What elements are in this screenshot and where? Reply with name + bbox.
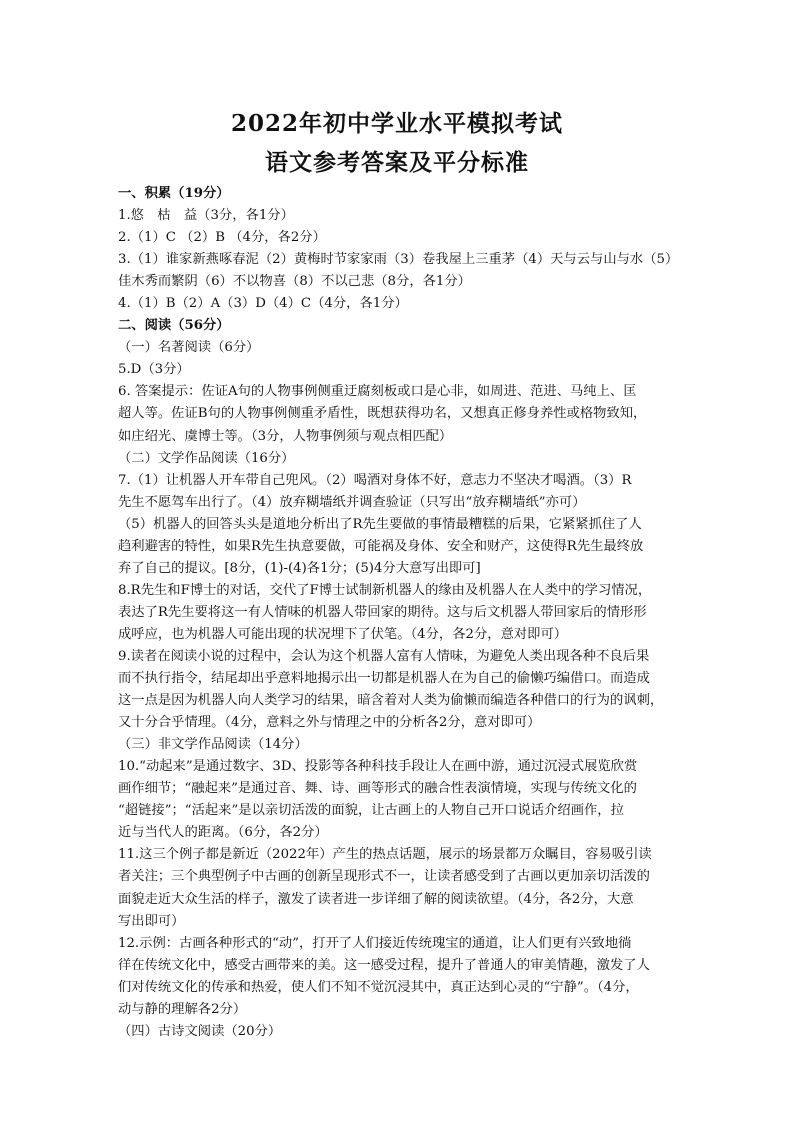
answer-line: 9.读者在阅读小说的过程中，会认为这个机器人富有人情味，为避免人类出现各种不良后果 <box>118 648 650 664</box>
answer-line: 者关注；三个典型例子中古画的创新呈现形式不一，让读者感受到了古画以更加亲切活泼的 <box>118 869 650 885</box>
answer-line: 先生不愿驾车出行了。（4）放弃糊墙纸并调查验证（只写出“放弃糊墙纸”亦可） <box>118 494 586 510</box>
answer-line: 5.D（3分） <box>118 362 190 378</box>
subsection-heading: （三）非文学作品阅读（14分） <box>118 737 308 753</box>
answer-line: 如庄绍光、虞博士等。（3分，人物事例须与观点相匹配） <box>118 428 453 444</box>
answer-line: 10.“动起来”是通过数字、3D、投影等各种科技手段让人在画中游，通过沉浸式展览欣赏 <box>118 759 638 775</box>
answer-line: 8.R先生和F博士的对话，交代了F博士试制新机器人的缘由及机器人在人类中的学习情况， <box>118 582 652 598</box>
answer-line: 3.（1）谁家新燕啄春泥（2）黄梅时节家家雨（3）卷我屋上三重茅（4）天与云与山与水（5） <box>118 252 679 268</box>
answer-line: 弃了自己的提议。[8分，(1)-(4)各1分；(5)4分大意写出即可] <box>118 560 481 576</box>
answer-line: 成呼应，也为机器人可能出现的状况埋下了伏笔。（4分，各2分，意对即可） <box>118 626 568 642</box>
answer-key-title: 语文参考答案及平分标准 <box>265 149 529 176</box>
answer-line: 4.（1）B（2）A（3）D（4）C（4分，各1分） <box>118 296 408 312</box>
answer-line: 2.（1）C （2）B （4分，各2分） <box>118 230 326 246</box>
section-heading-reading: 二、阅读（56分） <box>118 318 230 334</box>
answer-line: 趋利避害的特性，如果R先生执意要做，可能祸及身体、安全和财产，这使得R先生最终放 <box>118 538 644 554</box>
answer-line: 近与当代人的距离。（6分，各2分） <box>118 825 328 841</box>
answer-line: “超链接”；“活起来”是以亲切活泼的面貌，让古画上的人物自己开口说话介绍画作，拉 <box>118 803 624 819</box>
subsection-heading: （二）文学作品阅读（16分） <box>118 450 295 466</box>
answer-line: 面貌走近大众生活的样子，激发了读者进一步详细了解的阅读欲望。（4分，各2分，大意 <box>118 891 634 907</box>
answer-line: 徉在传统文化中，感受古画带来的美。这一感受过程，提升了普通人的审美情趣，激发了人 <box>118 957 650 973</box>
answer-line: 们对传统文化的传承和热爱，使人们不知不觉沉浸其中，真正达到心灵的“宁静”。（4分， <box>118 979 639 995</box>
answer-line: 而不执行指令，结尾却出乎意料地揭示出一切都是机器人在为自己的偷懒巧编借口。而造成 <box>118 671 650 687</box>
subsection-heading: （一）名著阅读（6分） <box>118 340 260 356</box>
answer-line: 动与静的理解各2分） <box>118 1001 247 1017</box>
subsection-heading: （四）古诗文阅读（20分） <box>118 1023 282 1039</box>
answer-line: 又十分合乎情理。（4分，意料之外与情理之中的分析各2分，意对即可） <box>118 715 541 731</box>
answer-line: 6. 答案提示：佐证A句的人物事例侧重迂腐刻板或口是心非，如周进、范进、马纯上、匡 <box>118 384 637 400</box>
answer-line: 画作细节；“融起来”是通过音、舞、诗、画等形式的融合性表演情境，实现与传统文化的 <box>118 781 637 797</box>
answer-line: 7.（1）让机器人开车带自己兜风。（2）喝酒对身体不好，意志力不坚决才喝酒。（3）R <box>118 472 632 488</box>
answer-line: 写出即可） <box>118 913 185 929</box>
answer-content <box>118 183 688 1043</box>
answer-line: 这一点是因为机器人向人类学习的结果，暗含着对人类为偷懒而编造各种借口的行为的讽刺， <box>118 693 664 709</box>
answer-line: 超人等。佐证B句的人物事例侧重矛盾性，既想获得功名，又想真正修身养性或格物致知， <box>118 406 647 422</box>
answer-line: 表达了R先生要将这一有人情味的机器人带回家的期待。这与后文机器人带回家后的情形形 <box>118 604 647 620</box>
section-heading-accumulation: 一、积累（19分） <box>118 186 230 201</box>
answer-line: 12.示例：古画各种形式的“动”，打开了人们接近传统瑰宝的通道，让人们更有兴致地徜 <box>118 935 632 951</box>
answer-line: 佳木秀而繁阴（6）不以物喜（8）不以己悲（8分，各1分） <box>118 274 471 290</box>
answer-line: （5）机器人的回答头头是道地分析出了R先生要做的事情最糟糕的后果，它紧紧抓住了人 <box>118 516 642 532</box>
exam-title: 2022年初中学业水平模拟考试 <box>230 110 563 137</box>
answer-line: 11.这三个例子都是新近（2022年）产生的热点话题，展示的场景都万众瞩目，容易吸引读 <box>118 847 652 863</box>
answer-line: 1.悠 枯 益（3分，各1分） <box>118 208 294 224</box>
